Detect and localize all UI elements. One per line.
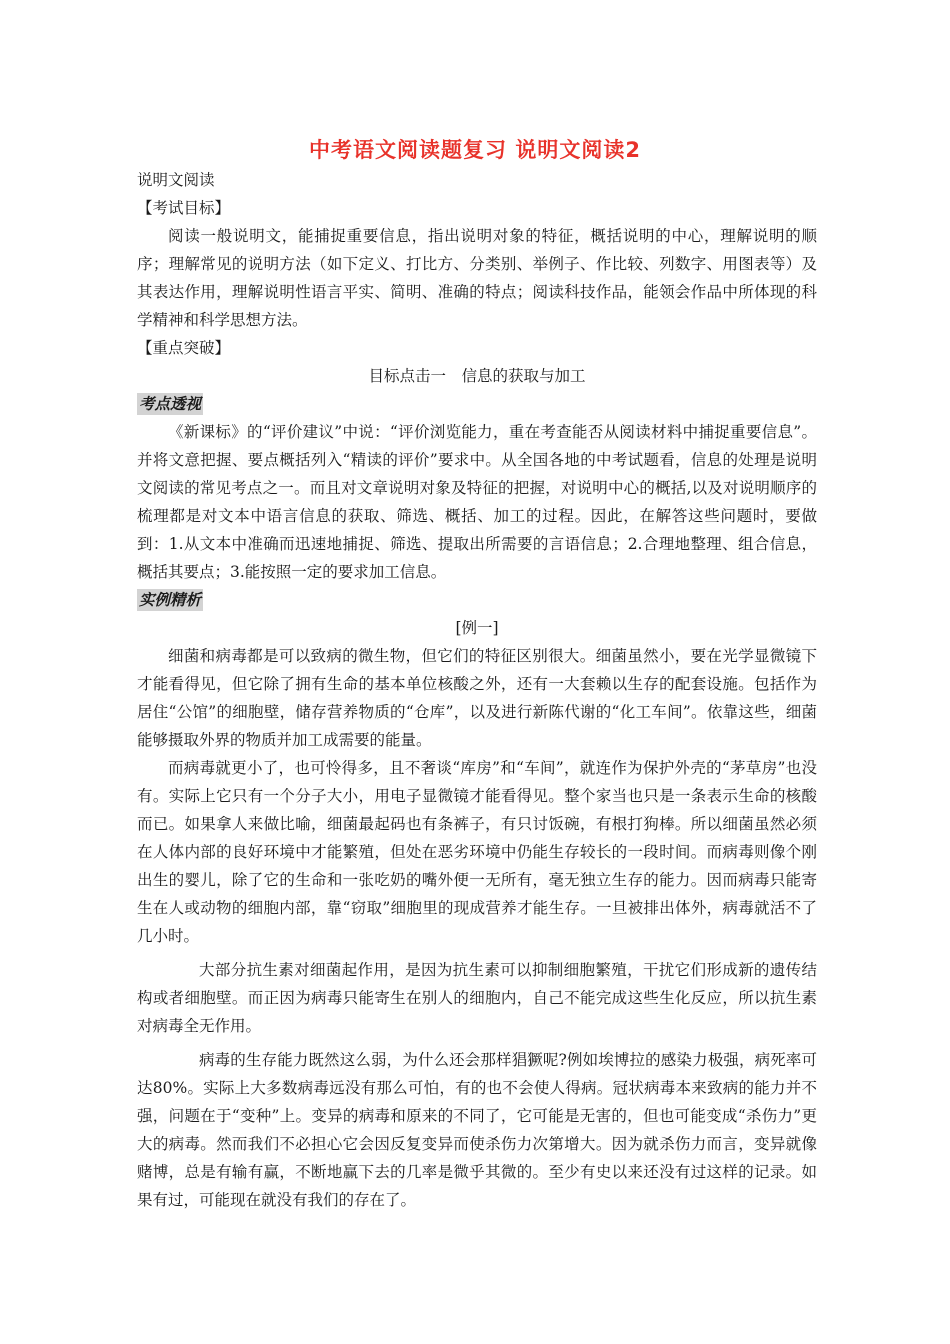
point-text: 《新课标》的“评价建议”中说：“评价浏览能力，重在考查能否从阅读材料中捕捉重要信息”。并将文意把握、要点概括列入“精读的评价”要求中。从全国各地的中考试题看，信息的处理是说明文阅读的常见考点之一。而且对文章说明对象及特征的把握，对说明中心的概括,以及对说明顺序的梳理都是对文本中语言信息的获取、筛选、概括、加工的过程。因此，在解答这些问题时，要做到：1.从文本中准确而迅速地捕捉、筛选、提取出所需要的言语信息；2.合理地整理、组合信息，概括其要点；3.能按照一定的要求加工信息。	[137, 423, 817, 581]
example-paragraph: 病毒的生存能力既然这么弱，为什么还会那样猖獗呢?例如埃博拉的感染力极强，病死率可达80%。实际上大多数病毒远没有那么可怕，有的也不会使人得病。冠状病毒本来致病的能力并不强，问题在于“变种”上。变异的病毒和原来的不同了，它可能是无害的，但也可能变成“杀伤力”更大的病毒。然而我们不必担心它会因反复变异而使杀伤力次第增大。因为就杀伤力而言，变异就像赌博，总是有输有赢，不断地赢下去的几率是微乎其微的。至少有史以来还没有过这样的记录。如果有过，可能现在就没有我们的存在了。	[137, 1051, 817, 1209]
document-body	[137, 166, 817, 1214]
example-paragraph: 而病毒就更小了，也可怜得多，且不奢谈“库房”和“车间”，就连作为保护外壳的“茅草房”也没有。实际上它只有一个分子大小，用电子显微镜才能看得见。整个家当也只是一条表示生命的核酸而已。如果拿人来做比喻，细菌最起码也有条裤子，有只讨饭碗，有根打狗棒。所以细菌虽然必须在人体内部的良好环境中才能繁殖，但处在恶劣环境中仍能生存较长的一段时间。而病毒则像个刚出生的婴儿，除了它的生命和一张吃奶的嘴外便一无所有，毫无独立生存的能力。因而病毒只能寄生在人或动物的细胞内部，靠“窃取”细胞里的现成营养才能生存。一旦被排出体外，病毒就活不了几小时。	[137, 759, 817, 945]
example-paragraph: 大部分抗生素对细菌起作用，是因为抗生素可以抑制细胞繁殖，干扰它们形成新的遗传结构或者细胞壁。而正因为病毒只能寄生在别人的细胞内，自己不能完成这些生化反应，所以抗生素对病毒全无作用。	[137, 961, 817, 1035]
page-title: 中考语文阅读题复习 说明文阅读2	[309, 138, 641, 162]
example-label: [例一]	[455, 619, 499, 637]
exam-goal-heading: 【考试目标】	[137, 199, 231, 217]
section-tag-example: 实例精析	[139, 590, 202, 609]
section-tag-point: 考点透视	[139, 394, 202, 413]
example-paragraph: 细菌和病毒都是可以致病的微生物，但它们的特征区别很大。细菌虽然小，要在光学显微镜下才能看得见，但它除了拥有生命的基本单位核酸之外，还有一大套赖以生存的配套设施。包括作为居住“公馆”的细胞壁，储存营养物质的“仓库”，以及进行新陈代谢的“化工车间”。依靠这些，细菌能够摄取外界的物质并加工成需要的能量。	[137, 647, 817, 749]
exam-goal-text: 阅读一般说明文，能捕捉重要信息，指出说明对象的特征，概括说明的中心，理解说明的顺序；理解常见的说明方法（如下定义、打比方、分类别、举例子、作比较、列数字、用图表等）及其表达作用，理解说明性语言平实、简明、准确的特点；阅读科技作品，能领会作品中所体现的科学精神和科学思想方法。	[137, 227, 817, 329]
subject-label: 说明文阅读	[137, 171, 215, 189]
target-heading: 目标点击一 信息的获取与加工	[368, 367, 586, 385]
key-heading: 【重点突破】	[137, 339, 231, 357]
